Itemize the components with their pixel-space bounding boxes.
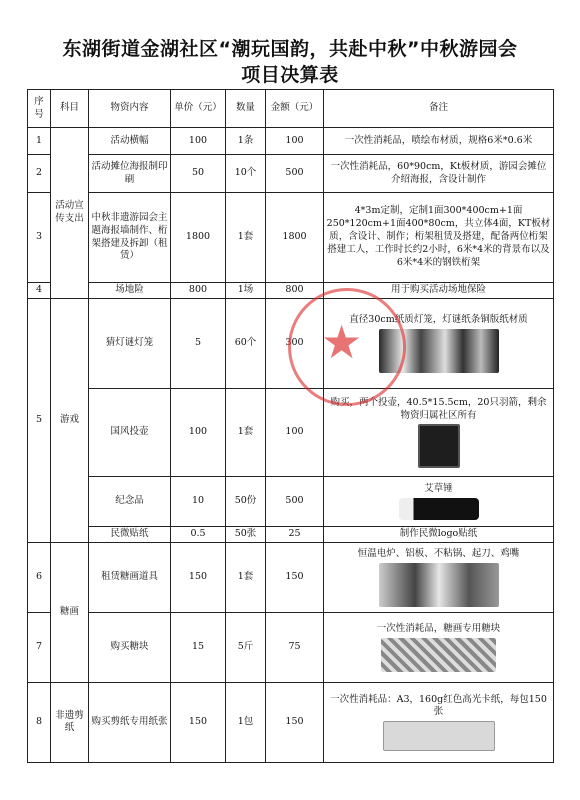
row-qty: 1套	[226, 193, 266, 283]
category-paper-cutting: 非遗剪纸	[51, 682, 89, 762]
sugar-block-photo	[381, 638, 496, 672]
table-row	[28, 477, 554, 527]
budget-table	[27, 89, 554, 763]
table-row	[28, 128, 554, 155]
seal-star-icon: ★	[321, 315, 363, 369]
row-item: 购买糖块	[89, 612, 171, 682]
row-note-text: 艾草锤	[424, 483, 453, 495]
hammer-photo	[399, 498, 479, 520]
table-row	[28, 612, 554, 682]
sugar-tools-photo	[379, 563, 499, 607]
row-no: 6	[28, 542, 51, 612]
row-note	[324, 299, 554, 389]
row-qty: 50份	[226, 477, 266, 527]
row-qty: 60个	[226, 299, 266, 389]
category-publicity: 活动宣传支出	[51, 128, 89, 299]
row-amount: 500	[266, 155, 324, 193]
lantern-photo	[379, 329, 499, 373]
row-qty: 1套	[226, 389, 266, 477]
row-item: 中秋非遗游园会主题海报墙制作、桁架搭建及拆卸（租赁）	[89, 193, 171, 283]
row-no: 3	[28, 193, 51, 283]
row-amount: 150	[266, 682, 324, 762]
row-amount: 500	[266, 477, 324, 527]
table-row	[28, 193, 554, 283]
row-qty: 1条	[226, 128, 266, 155]
table-row	[28, 155, 554, 193]
row-qty: 5斤	[226, 612, 266, 682]
header-qty: 数量	[226, 90, 266, 128]
table-row	[28, 682, 554, 762]
table-row	[28, 527, 554, 543]
row-note: 一次性消耗品，60*90cm，Kt板材质，游园会摊位介绍海报，含设计制作	[324, 155, 554, 193]
pitch-pot-photo	[418, 424, 460, 468]
row-note-text: 一次性消耗品：A3，160g红色高光卡纸，每包150张	[330, 693, 547, 718]
row-price: 800	[171, 283, 226, 299]
row-price: 100	[171, 389, 226, 477]
row-item: 租赁糖画道具	[89, 542, 171, 612]
category-games: 游戏	[51, 299, 89, 543]
row-qty: 50张	[226, 527, 266, 543]
row-note: 制作民微logo贴纸	[324, 527, 554, 543]
row-price: 15	[171, 612, 226, 682]
table-row	[28, 389, 554, 477]
row-item: 活动横幅	[89, 128, 171, 155]
row-price: 1800	[171, 193, 226, 283]
row-item: 场地险	[89, 283, 171, 299]
row-note-text: 购买，两个投壶，40.5*15.5cm，20只羽箭，剩余物资归属社区所有	[330, 396, 547, 421]
row-no: 7	[28, 612, 51, 682]
row-item: 国风投壶	[89, 389, 171, 477]
row-price: 100	[171, 128, 226, 155]
row-note	[324, 682, 554, 762]
category-sugar-painting: 糖画	[51, 542, 89, 682]
row-qty: 1包	[226, 682, 266, 762]
row-note	[324, 389, 554, 477]
header-amount: 金额（元）	[266, 90, 324, 128]
row-note: 用于购买活动场地保险	[324, 283, 554, 299]
row-qty: 10个	[226, 155, 266, 193]
row-amount: 100	[266, 128, 324, 155]
header-row	[28, 90, 554, 128]
row-amount: 800	[266, 283, 324, 299]
row-price: 0.5	[171, 527, 226, 543]
row-amount: 25	[266, 527, 324, 543]
row-price: 10	[171, 477, 226, 527]
table-row	[28, 283, 554, 299]
header-no: 序号	[28, 90, 51, 128]
row-item: 购买剪纸专用纸张	[89, 682, 171, 762]
row-note-text: 一次性消耗品，糖画专用糖块	[376, 622, 501, 634]
row-note	[324, 542, 554, 612]
row-item: 纪念品	[89, 477, 171, 527]
document-subtitle: 项目决算表	[241, 64, 339, 86]
row-price: 150	[171, 542, 226, 612]
row-amount: 75	[266, 612, 324, 682]
row-note: 4*3m定制，定制1面300*400cm+1面250*120cm+1面400*80cm，共立体4面，KT板材质，含设计、制作；桁架租赁及搭建，配备两位桁架搭建工人，工作时长约2小时，6米*4米的背景布以及6米*4米的钢铁桁架	[324, 193, 554, 283]
table-row	[28, 542, 554, 612]
header-category: 科目	[51, 90, 89, 128]
row-note: 一次性消耗品，喷绘布材质，规格6米*0.6米	[324, 128, 554, 155]
document-title: 东湖街道金湖社区“潮玩国韵，共赴中秋”中秋游园会	[62, 38, 518, 60]
row-note	[324, 477, 554, 527]
row-amount: 100	[266, 389, 324, 477]
header-price: 单价（元）	[171, 90, 226, 128]
row-no: 4	[28, 283, 51, 299]
row-note	[324, 612, 554, 682]
row-no: 8	[28, 682, 51, 762]
row-price: 5	[171, 299, 226, 389]
row-item: 民微贴纸	[89, 527, 171, 543]
row-amount: 150	[266, 542, 324, 612]
row-note-text: 直径30cm纸质灯笼，灯谜纸条铜版纸材质	[349, 314, 528, 326]
row-price: 150	[171, 682, 226, 762]
header-note: 备注	[324, 90, 554, 128]
row-no: 1	[28, 128, 51, 155]
row-item: 猜灯谜灯笼	[89, 299, 171, 389]
row-qty: 1场	[226, 283, 266, 299]
row-amount: 1800	[266, 193, 324, 283]
row-price: 50	[171, 155, 226, 193]
header-item: 物资内容	[89, 90, 171, 128]
row-no: 5	[28, 299, 51, 543]
table-row	[28, 299, 554, 389]
row-note-text: 恒温电炉、铝板、不粘锅、起刀、鸡嘴	[357, 547, 520, 559]
row-amount: 300	[266, 299, 324, 389]
row-no: 2	[28, 155, 51, 193]
row-item: 活动摊位海报制印刷	[89, 155, 171, 193]
row-qty: 1套	[226, 542, 266, 612]
paper-photo	[383, 721, 495, 751]
